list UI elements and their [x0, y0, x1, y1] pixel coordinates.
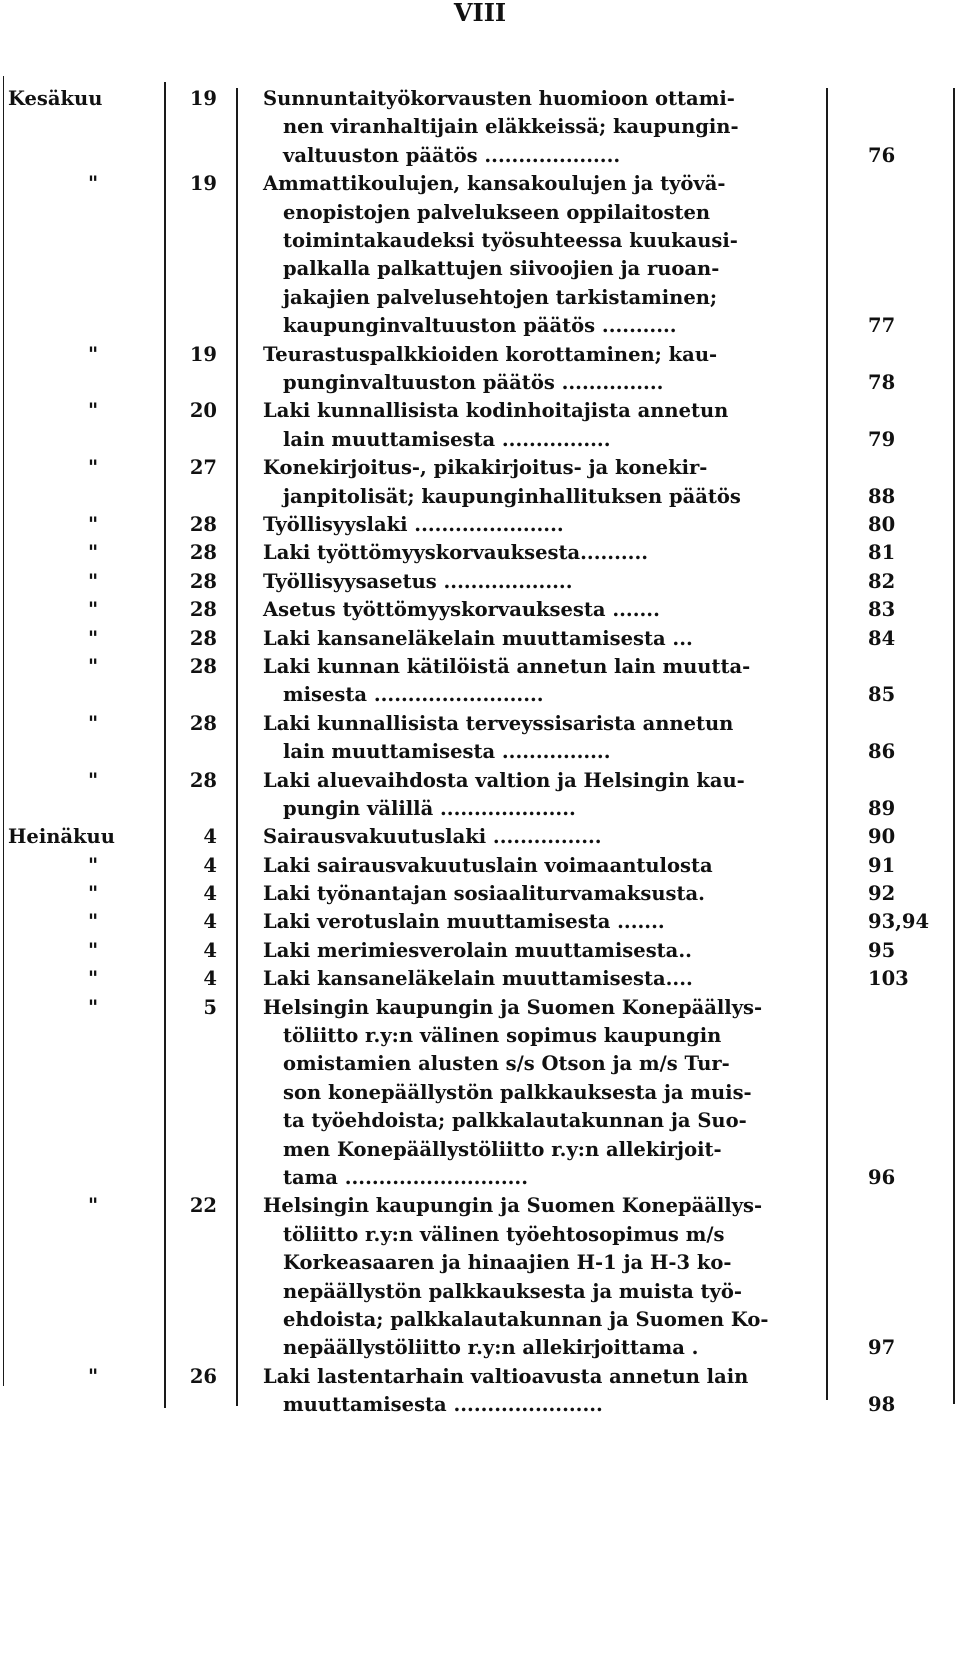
index-entry — [0, 596, 960, 624]
entry-day: 20 — [189, 399, 217, 423]
index-entry — [0, 823, 960, 851]
description-line: Laki työttömyyskorvauksesta.......... — [263, 541, 649, 565]
entry-day: 28 — [189, 598, 217, 622]
entry-page-number: 86 — [868, 740, 896, 764]
entry-page-number: 97 — [868, 1336, 896, 1360]
description-line: Laki merimiesverolain muuttamisesta.. — [263, 938, 692, 962]
description-line: Sairausvakuutuslaki ................ — [263, 825, 602, 849]
entry-day: 4 — [203, 910, 217, 934]
entry-description — [263, 85, 823, 170]
entry-month: " — [88, 995, 99, 1019]
entry-description — [263, 625, 823, 653]
entry-page-number: 88 — [868, 484, 896, 508]
entry-month: " — [88, 654, 99, 678]
entry-description — [263, 341, 823, 398]
entry-day: 19 — [189, 87, 217, 110]
index-entry — [0, 1363, 960, 1420]
description-line: Korkeasaaren ja hinaajien H-1 ja H-3 ko- — [283, 1251, 732, 1275]
entry-description — [263, 397, 823, 454]
index-entry — [0, 937, 960, 965]
entry-day: 28 — [189, 654, 217, 678]
entry-month: " — [88, 1364, 99, 1388]
entry-page-number: 103 — [868, 967, 909, 991]
entry-description — [263, 937, 823, 965]
entry-day: 28 — [189, 569, 217, 593]
entry-day: 28 — [189, 512, 217, 536]
entry-day: 22 — [189, 1194, 217, 1218]
index-table — [0, 85, 960, 1420]
entry-month: Kesäkuu — [8, 87, 103, 110]
description-line: Laki kunnallisista terveyssisarista annetun — [263, 711, 734, 735]
entry-description — [263, 710, 823, 767]
description-line: Laki kansaneläkelain muuttamisesta ... — [263, 626, 693, 650]
entry-day: 28 — [189, 768, 217, 792]
index-entry — [0, 965, 960, 993]
description-line: Sunnuntaityökorvausten huomioon ottami- — [263, 87, 735, 110]
entry-month: " — [88, 342, 99, 366]
description-line: pungin välillä .................... — [283, 796, 576, 820]
index-entry — [0, 341, 960, 398]
entry-month: " — [88, 569, 99, 593]
description-line: ehdoista; palkkalautakunnan ja Suomen Ko- — [283, 1308, 769, 1332]
entry-description — [263, 965, 823, 993]
description-line: men Konepäällystöliitto r.y:n allekirjoit- — [283, 1137, 722, 1161]
entry-description — [263, 170, 823, 340]
entry-description — [263, 823, 823, 851]
entry-description — [263, 568, 823, 596]
entry-month: " — [88, 172, 99, 196]
description-line: jakajien palvelusehtojen tarkistaminen; — [283, 285, 718, 309]
index-entry — [0, 511, 960, 539]
description-line: Helsingin kaupungin ja Suomen Konepäällys- — [263, 995, 763, 1019]
description-line: omistamien alusten s/s Otson ja m/s Tur- — [283, 1052, 730, 1076]
entry-page-number: 96 — [868, 1166, 896, 1190]
entry-description — [263, 1363, 823, 1420]
entry-day: 4 — [203, 967, 217, 991]
description-line: Työllisyyslaki ...................... — [263, 512, 564, 536]
description-line: töliitto r.y:n välinen työehtosopimus m/s — [283, 1222, 725, 1246]
description-line: janpitolisät; kaupunginhallituksen päätös — [283, 484, 741, 508]
description-line: Laki kansaneläkelain muuttamisesta.... — [263, 967, 693, 991]
index-entry — [0, 908, 960, 936]
entry-description — [263, 994, 823, 1193]
description-line: Laki kunnan kätilöistä annetun lain muutta- — [263, 654, 751, 678]
description-line: Laki lastentarhain valtioavusta annetun lain — [263, 1364, 749, 1388]
entry-page-number: 76 — [868, 143, 896, 167]
description-line: misesta ......................... — [283, 683, 544, 707]
description-line: Asetus työttömyyskorvauksesta ....... — [263, 598, 660, 622]
entry-description — [263, 852, 823, 880]
entry-month: " — [88, 1194, 99, 1218]
entry-day: 4 — [203, 825, 217, 849]
index-entry — [0, 397, 960, 454]
index-entry — [0, 767, 960, 824]
entry-month: " — [88, 967, 99, 991]
description-line: palkalla palkattujen siivoojien ja ruoan- — [283, 257, 720, 281]
entry-month: " — [88, 711, 99, 735]
entry-month: " — [88, 626, 99, 650]
entry-page-number: 84 — [868, 626, 896, 650]
entry-page-number: 77 — [868, 314, 896, 338]
description-line: Helsingin kaupungin ja Suomen Konepäällys- — [263, 1194, 763, 1218]
description-line: valtuuston päätös .................... — [283, 143, 621, 167]
entry-page-number: 79 — [868, 427, 896, 451]
entry-day: 4 — [203, 853, 217, 877]
description-line: Laki sairausvakuutuslain voimaantulosta — [263, 853, 713, 877]
description-line: tama ........................... — [283, 1166, 528, 1190]
entry-month: " — [88, 399, 99, 423]
entry-month: " — [88, 456, 99, 480]
index-entry — [0, 852, 960, 880]
description-line: nepäällystön palkkauksesta ja muista työ- — [283, 1279, 742, 1303]
entry-day: 26 — [189, 1364, 217, 1388]
description-line: enopistojen palvelukseen oppilaitosten — [283, 200, 711, 224]
entry-page-number: 83 — [868, 598, 896, 622]
index-entry — [0, 994, 960, 1193]
index-entry — [0, 1192, 960, 1362]
index-entry — [0, 625, 960, 653]
entry-description — [263, 767, 823, 824]
entry-description — [263, 908, 823, 936]
entry-page-number: 85 — [868, 683, 896, 707]
index-entry — [0, 568, 960, 596]
entry-day: 19 — [189, 172, 217, 196]
description-line: Työllisyysasetus ................... — [263, 569, 573, 593]
entry-month: " — [88, 853, 99, 877]
description-line: son konepäällystön palkkauksesta ja muis- — [283, 1080, 752, 1104]
entry-month: " — [88, 512, 99, 536]
entry-day: 27 — [189, 456, 217, 480]
index-entry — [0, 539, 960, 567]
description-line: Laki työnantajan sosiaaliturvamaksusta. — [263, 882, 705, 906]
entry-description — [263, 880, 823, 908]
entry-page-number: 98 — [868, 1393, 896, 1417]
description-line: Teurastuspalkkioiden korottaminen; kau- — [263, 342, 718, 366]
description-line: lain muuttamisesta ................ — [283, 427, 611, 451]
description-line: nen viranhaltijain eläkkeissä; kaupungin- — [283, 115, 739, 139]
description-line: ta työehdoista; palkkalautakunnan ja Suo- — [283, 1109, 747, 1133]
entry-month: " — [88, 938, 99, 962]
entry-month: " — [88, 910, 99, 934]
index-entry — [0, 710, 960, 767]
entry-page-number: 95 — [868, 938, 896, 962]
entry-page-number: 89 — [868, 796, 896, 820]
entry-page-number: 90 — [868, 825, 896, 849]
entry-day: 28 — [189, 711, 217, 735]
page-number: VIII — [453, 0, 507, 27]
entry-page-number: 92 — [868, 882, 896, 906]
description-line: Ammattikoulujen, kansakoulujen ja työvä- — [263, 172, 726, 196]
entry-page-number: 78 — [868, 370, 896, 394]
description-line: lain muuttamisesta ................ — [283, 740, 611, 764]
index-entry — [0, 653, 960, 710]
entry-month: " — [88, 882, 99, 906]
entry-page-number: 82 — [868, 569, 896, 593]
description-line: punginvaltuuston päätös ............... — [283, 370, 664, 394]
entry-description — [263, 454, 823, 511]
description-line: toimintakaudeksi työsuhteessa kuukausi- — [283, 229, 738, 252]
description-line: Laki kunnallisista kodinhoitajista annetun — [263, 399, 729, 423]
entry-month: " — [88, 768, 99, 792]
index-entry — [0, 454, 960, 511]
entry-description — [263, 539, 823, 567]
entry-day: 4 — [203, 882, 217, 906]
index-entry — [0, 85, 960, 170]
entry-page-number: 80 — [868, 512, 896, 536]
entry-description — [263, 511, 823, 539]
description-line: muuttamisesta ...................... — [283, 1393, 603, 1417]
entry-description — [263, 653, 823, 710]
description-line: Laki verotuslain muuttamisesta ....... — [263, 910, 665, 934]
description-line: kaupunginvaltuuston päätös ........... — [283, 314, 677, 338]
entry-day: 28 — [189, 626, 217, 650]
description-line: Konekirjoitus-, pikakirjoitus- ja konekir- — [263, 456, 708, 480]
entry-page-number: 93,94 — [868, 910, 930, 934]
entry-day: 4 — [203, 938, 217, 962]
entry-page-number: 81 — [868, 541, 896, 565]
description-line: töliitto r.y:n välinen sopimus kaupungin — [283, 1024, 722, 1048]
index-entry — [0, 880, 960, 908]
entry-day: 28 — [189, 541, 217, 565]
description-line: nepäällystöliitto r.y:n allekirjoittama . — [283, 1336, 699, 1360]
entry-month: Heinäkuu — [8, 825, 115, 849]
entry-page-number: 91 — [868, 853, 896, 877]
index-entry — [0, 170, 960, 340]
entry-day: 19 — [189, 342, 217, 366]
entry-month: " — [88, 598, 99, 622]
description-line: Laki aluevaihdosta valtion ja Helsingin kau- — [263, 768, 745, 792]
entry-month: " — [88, 541, 99, 565]
entry-description — [263, 596, 823, 624]
entry-day: 5 — [203, 995, 217, 1019]
entry-description — [263, 1192, 823, 1362]
